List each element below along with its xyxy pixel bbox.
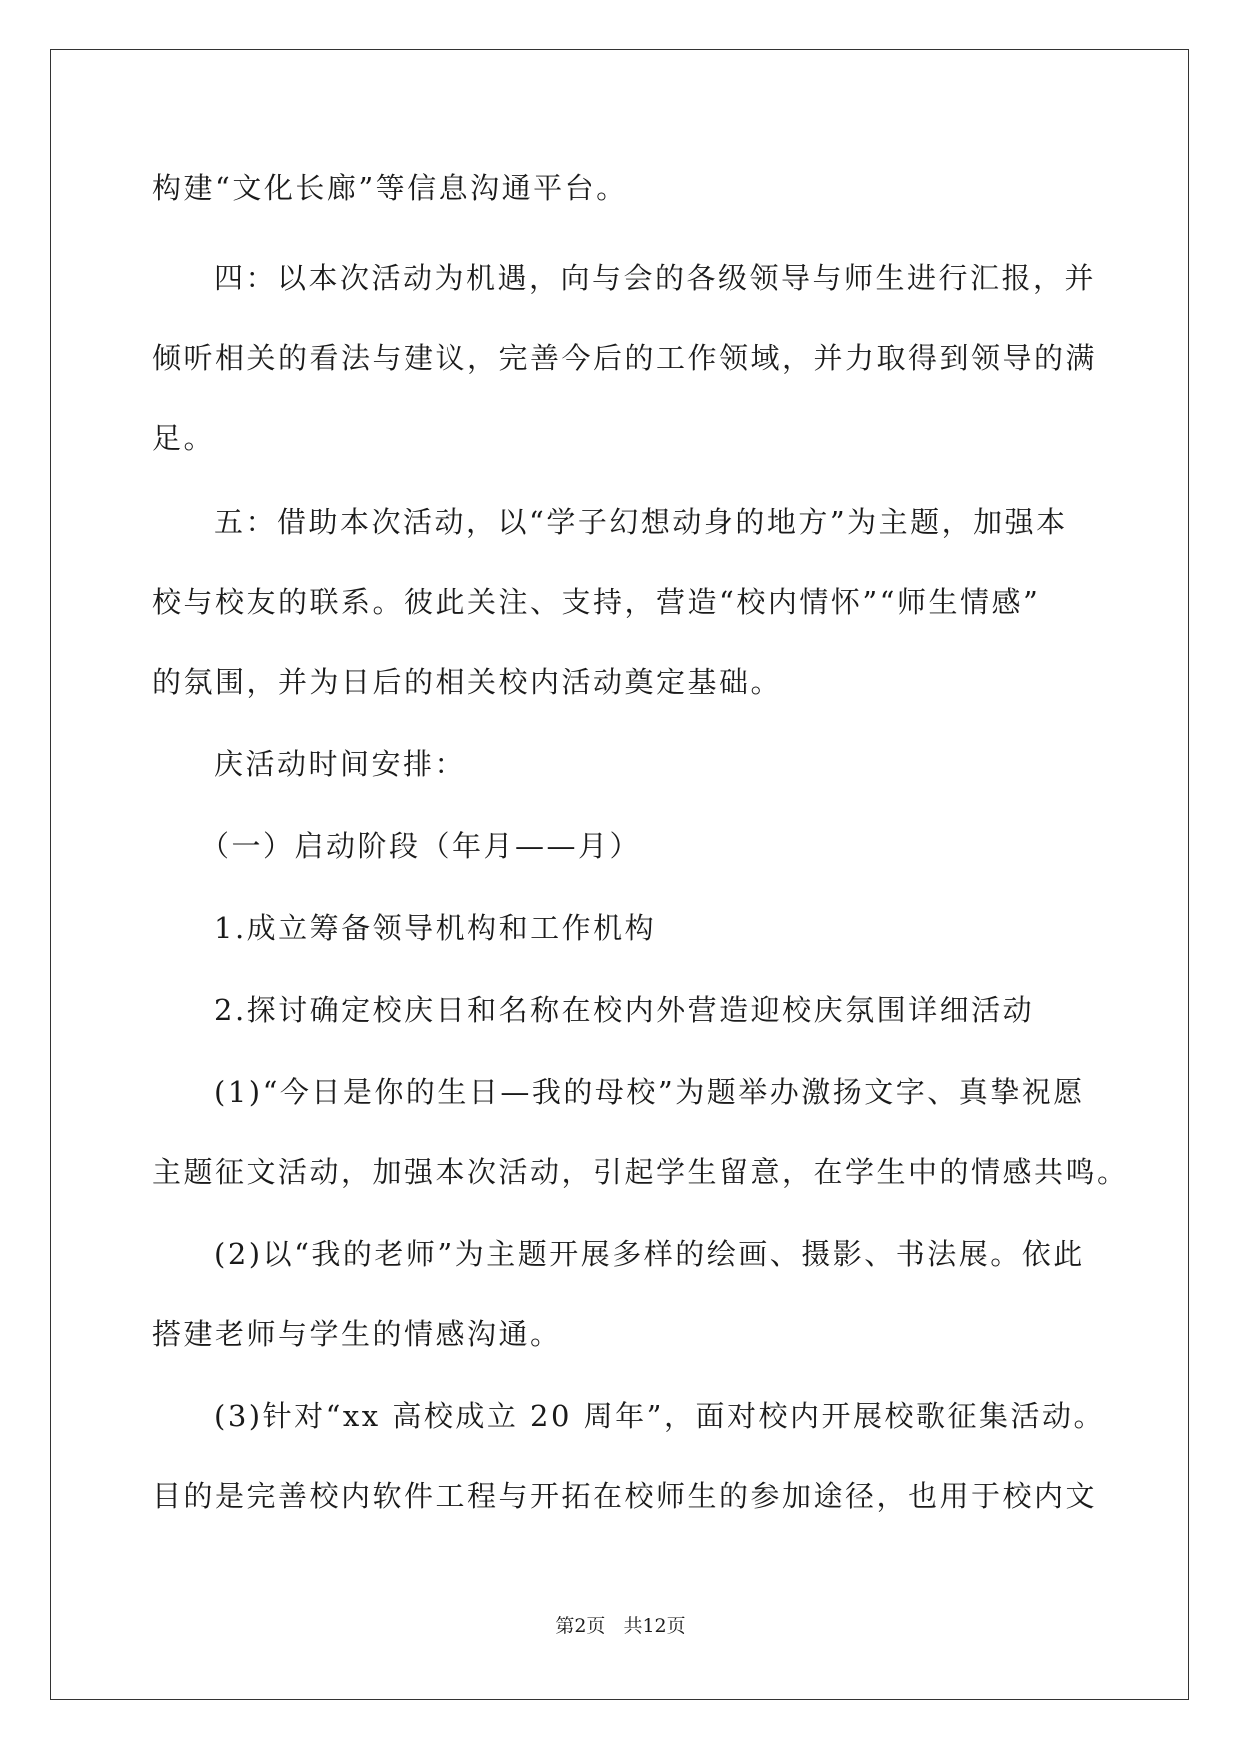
text-line: 搭建老师与学生的情感沟通。 (152, 1317, 562, 1351)
text-line: (1)“今日是你的生日—我的母校”为题举办激扬文字、真挚祝愿 (214, 1075, 1085, 1109)
text-line: 2.探讨确定校庆日和名称在校内外营造迎校庆氛围详细活动 (214, 993, 1035, 1027)
text-line: 五：借助本次活动，以“学子幻想动身的地方”为主题，加强本 (214, 505, 1068, 539)
text-line: 校与校友的联系。彼此关注、支持，营造“校内情怀”“师生情感” (152, 585, 1041, 619)
text-line: (3)针对“xx 高校成立 20 周年”，面对校内开展校歌征集活动。 (214, 1399, 1105, 1433)
text-line: （一）启动阶段（年月——月） (200, 829, 642, 863)
page-total: 共12页 (623, 1615, 686, 1637)
text-line: 构建“文化长廊”等信息沟通平台。 (152, 171, 628, 205)
text-line: 庆活动时间安排： (214, 747, 467, 781)
text-line: 的氛围，并为日后的相关校内活动奠定基础。 (152, 665, 783, 699)
page-footer (0, 1613, 1241, 1639)
text-line: 主题征文活动，加强本次活动，引起学生留意，在学生中的情感共鸣。 (152, 1155, 1129, 1189)
text-line: 1.成立筹备领导机构和工作机构 (214, 911, 657, 945)
text-line: 四：以本次活动为机遇，向与会的各级领导与师生进行汇报，并 (214, 261, 1097, 295)
text-line: 倾听相关的看法与建议，完善今后的工作领域，并力取得到领导的满 (152, 341, 1098, 375)
page-number: 第2页 (555, 1615, 606, 1637)
text-line: 足。 (152, 421, 216, 455)
text-line: (2)以“我的老师”为主题开展多样的绘画、摄影、书法展。依此 (214, 1237, 1085, 1271)
text-line: 目的是完善校内软件工程与开拓在校师生的参加途径，也用于校内文 (152, 1479, 1098, 1513)
